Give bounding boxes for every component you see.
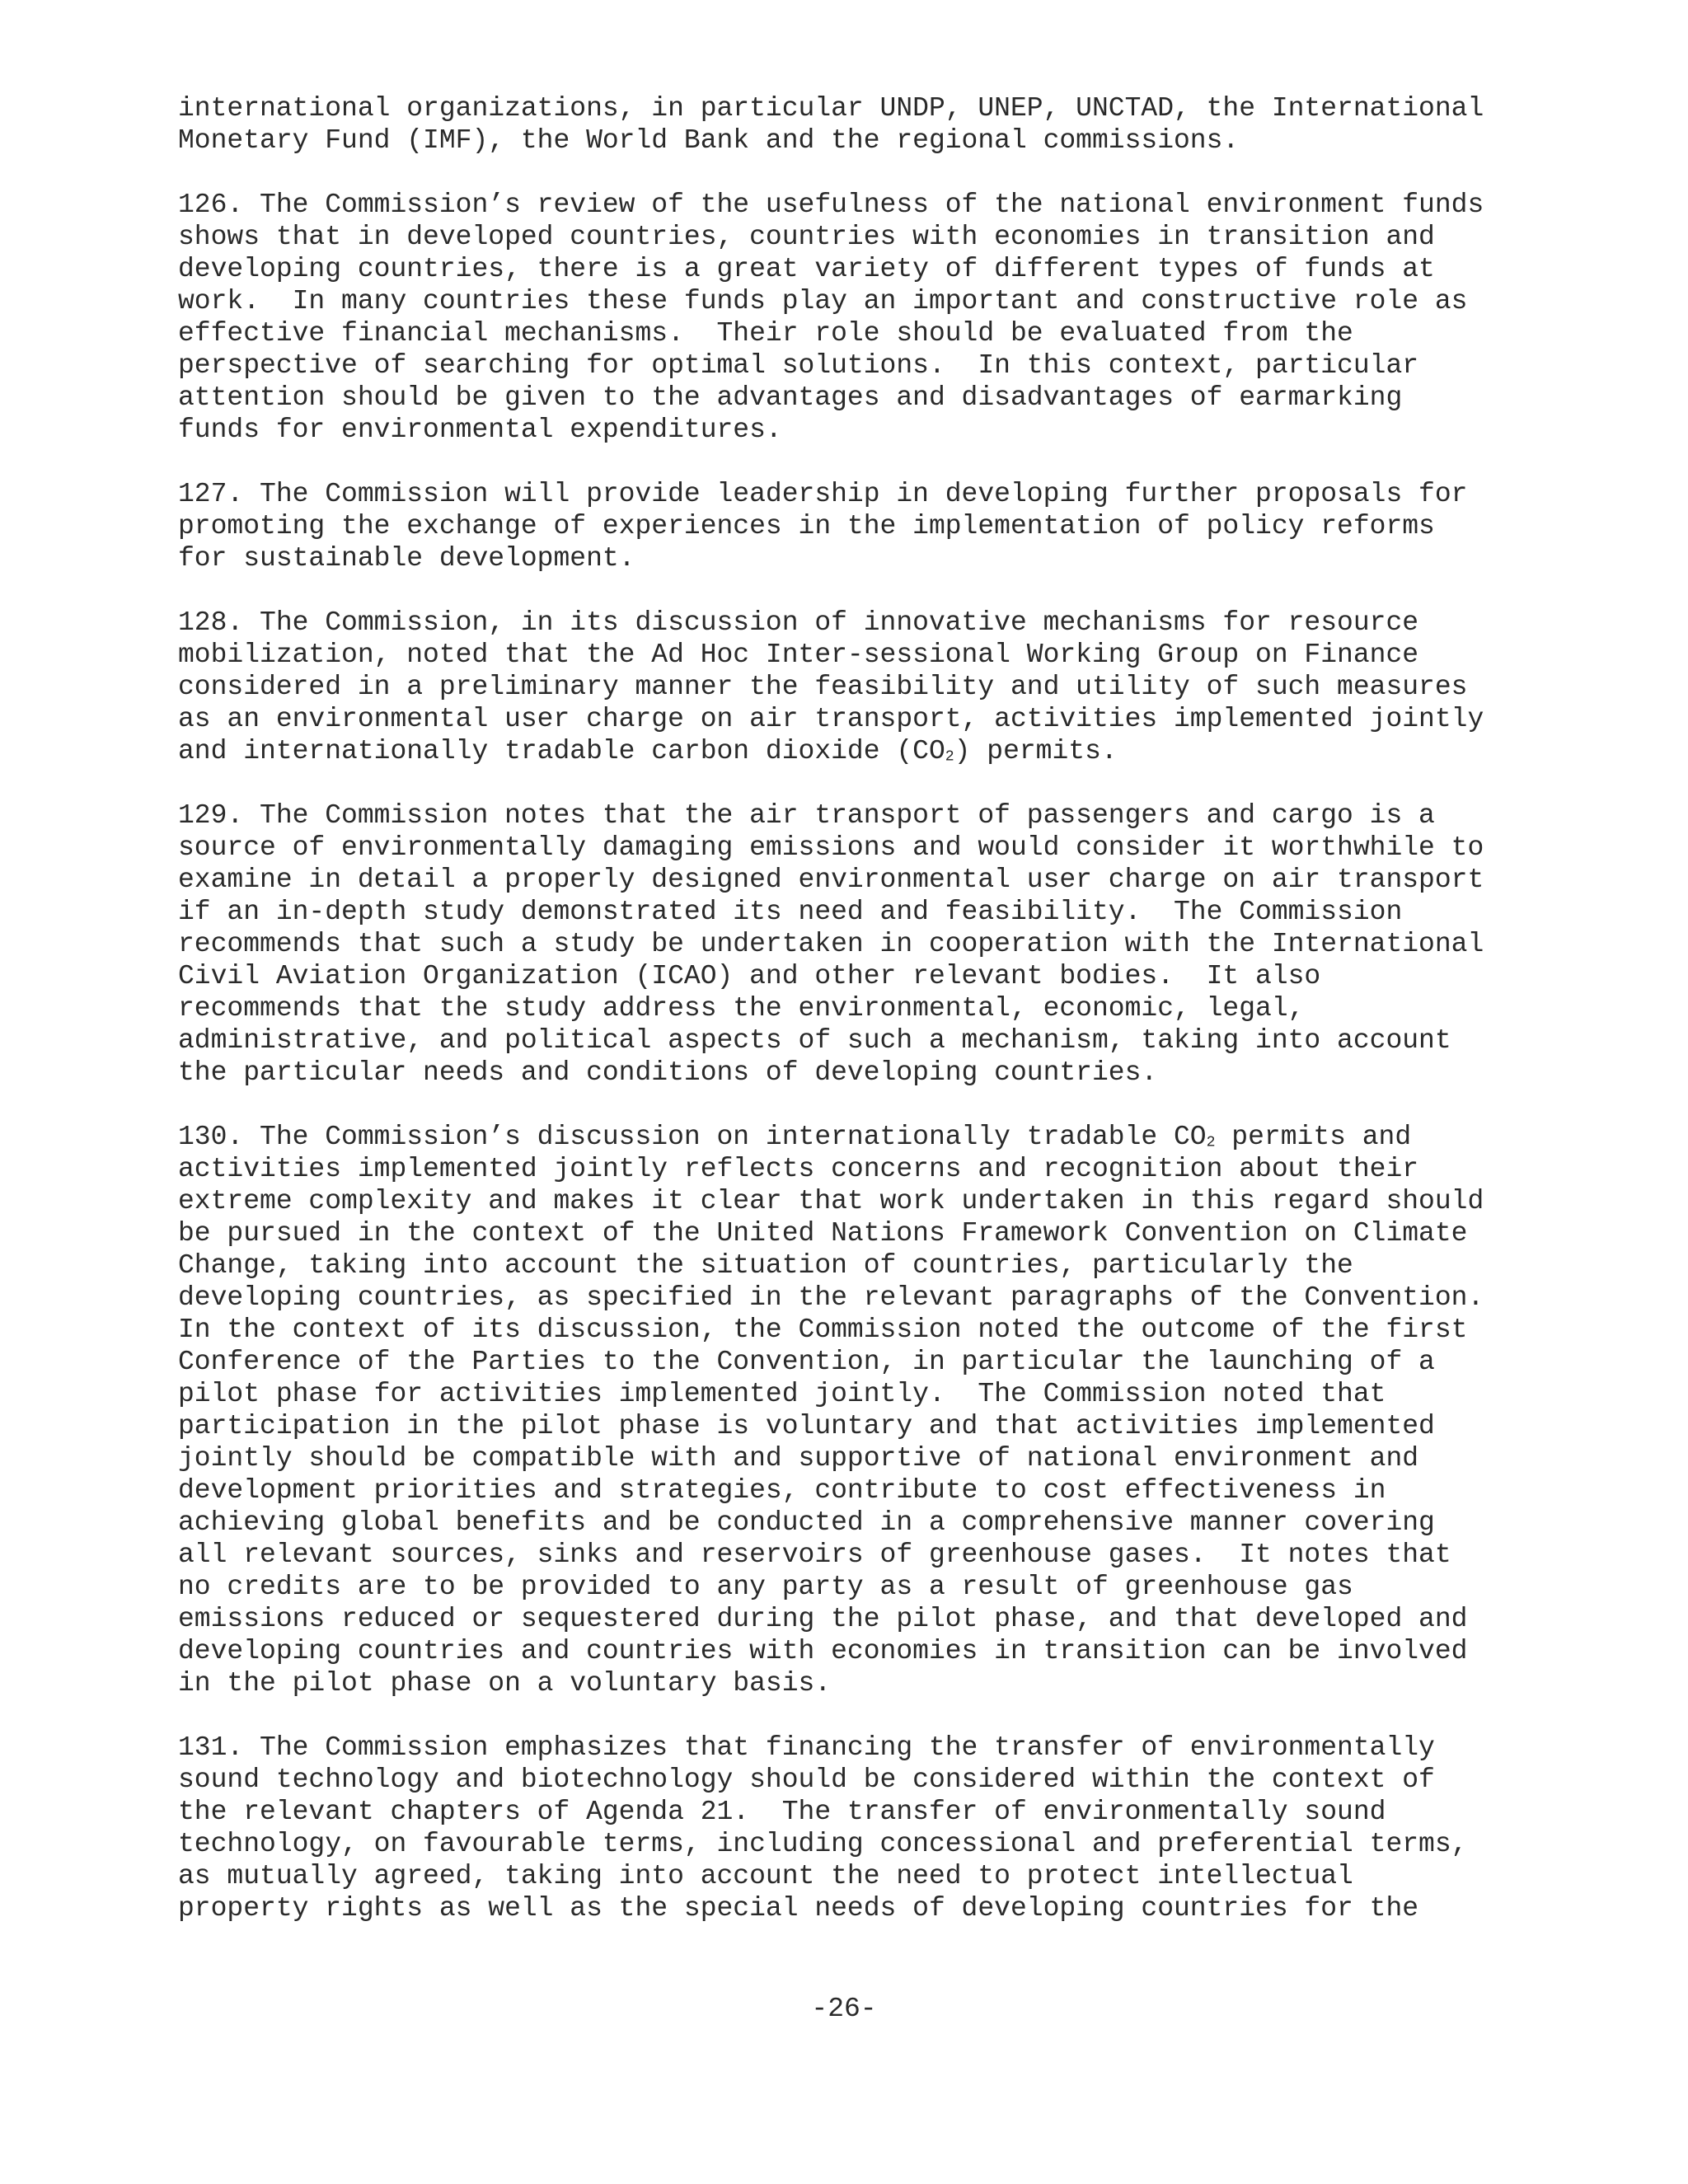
subscript: 2 [945,748,954,766]
text-line: for sustainable development. [178,543,635,574]
text-line: international organizations, in particular UNDP, UNEP, UNCTAD, the International [178,93,1484,124]
text-line: developing countries, as specified in the relevant paragraphs of the Convention. [178,1282,1484,1313]
text-line: administrative, and political aspects of such a mechanism, taking into account [178,1025,1451,1056]
paragraph-cont [178,92,1530,157]
paragraph-129 [178,799,1530,1089]
text-line: effective financial mechanisms. Their role should be evaluated from the [178,318,1353,349]
text-line: 129. The Commission notes that the air transport of passengers and cargo is a [178,800,1435,831]
text-line: development priorities and strategies, contribute to cost effectiveness in [178,1475,1386,1506]
text-run: permits and [1215,1122,1412,1152]
text-line: 127. The Commission will provide leadership in developing further proposals for [178,479,1468,509]
text-line: developing countries, there is a great variety of different types of funds at [178,254,1435,284]
paragraph-127 [178,478,1530,574]
text-line: activities implemented jointly reflects concerns and recognition about their [178,1154,1419,1184]
text-line: Conference of the Parties to the Convention, in particular the launching of a [178,1347,1435,1377]
text-line: be pursued in the context of the United Nations Framework Convention on Climate [178,1218,1468,1249]
text-line: mobilization, noted that the Ad Hoc Inter-sessional Working Group on Finance [178,640,1419,670]
text-line: work. In many countries these funds play an important and constructive role as [178,286,1468,316]
text-line: no credits are to be provided to any party as a result of greenhouse gas [178,1572,1353,1602]
text-line [178,1121,1530,1153]
text-line: attention should be given to the advantages and disadvantages of earmarking [178,382,1403,413]
text-line: perspective of searching for optimal solutions. In this context, particular [178,350,1419,381]
text-line: Monetary Fund (IMF), the World Bank and the regional commissions. [178,125,1240,156]
paragraph-128 [178,607,1530,767]
text-line: recommends that such a study be undertaken in cooperation with the International [178,929,1484,959]
text-line: 131. The Commission emphasizes that financing the transfer of environmentally [178,1732,1435,1763]
text-line: achieving global benefits and be conducted in a comprehensive manner covering [178,1507,1435,1538]
text-line: examine in detail a properly designed environmental user charge on air transport [178,865,1484,895]
text-line [178,735,1530,767]
text-line: 128. The Commission, in its discussion of innovative mechanisms for resource [178,607,1419,638]
text-line: property rights as well as the special needs of developing countries for the [178,1893,1419,1924]
text-line: funds for environmental expenditures. [178,415,782,445]
text-line: considered in a preliminary manner the feasibility and utility of such measures [178,672,1468,702]
subscript: 2 [1206,1134,1216,1151]
text-line: Civil Aviation Organization (ICAO) and other relevant bodies. It also [178,961,1321,991]
text-line: recommends that the study address the environmental, economic, legal, [178,993,1305,1024]
text-line: promoting the exchange of experiences in the implementation of policy reforms [178,511,1435,541]
text-line: if an in-depth study demonstrated its need and feasibility. The Commission [178,897,1403,927]
paragraph-131 [178,1732,1530,1924]
text-line: the particular needs and conditions of developing countries. [178,1057,1158,1088]
text-line: as an environmental user charge on air transport, activities implemented jointly [178,704,1484,734]
text-line: in the pilot phase on a voluntary basis. [178,1668,832,1699]
text-line: emissions reduced or sequestered during the pilot phase, and that developed and [178,1604,1468,1634]
text-line: participation in the pilot phase is voluntary and that activities implemented [178,1411,1435,1441]
paragraph-130 [178,1121,1530,1699]
text-line: all relevant sources, sinks and reservoirs of greenhouse gases. It notes that [178,1540,1451,1570]
page-number: -26- [811,1994,877,2024]
paragraph-126 [178,189,1530,446]
document-body [178,92,1530,1957]
text-line: jointly should be compatible with and supportive of national environment and [178,1443,1419,1474]
text-run: and internationally tradable carbon dioxide (CO [178,736,945,766]
text-line: shows that in developed countries, countries with economies in transition and [178,222,1435,252]
text-line: technology, on favourable terms, including concessional and preferential terms, [178,1829,1468,1859]
text-line: 126. The Commission’s review of the usefulness of the national environment funds [178,190,1484,220]
text-line: In the context of its discussion, the Commission noted the outcome of the first [178,1315,1468,1345]
text-run: ) permits. [954,736,1118,766]
text-line: extreme complexity and makes it clear that work undertaken in this regard should [178,1186,1484,1216]
text-line: pilot phase for activities implemented jointly. The Commission noted that [178,1379,1386,1409]
text-line: Change, taking into account the situation of countries, particularly the [178,1250,1353,1281]
text-line: sound technology and biotechnology should be considered within the context of [178,1765,1435,1795]
text-line: source of environmentally damaging emissions and would consider it worthwhile to [178,832,1484,863]
text-line: the relevant chapters of Agenda 21. The transfer of environmentally sound [178,1797,1386,1827]
text-run: 130. The Commission’s discussion on internationally tradable CO [178,1122,1207,1152]
text-line: as mutually agreed, taking into account the need to protect intellectual [178,1861,1353,1891]
text-line: developing countries and countries with economies in transition can be involved [178,1636,1468,1666]
